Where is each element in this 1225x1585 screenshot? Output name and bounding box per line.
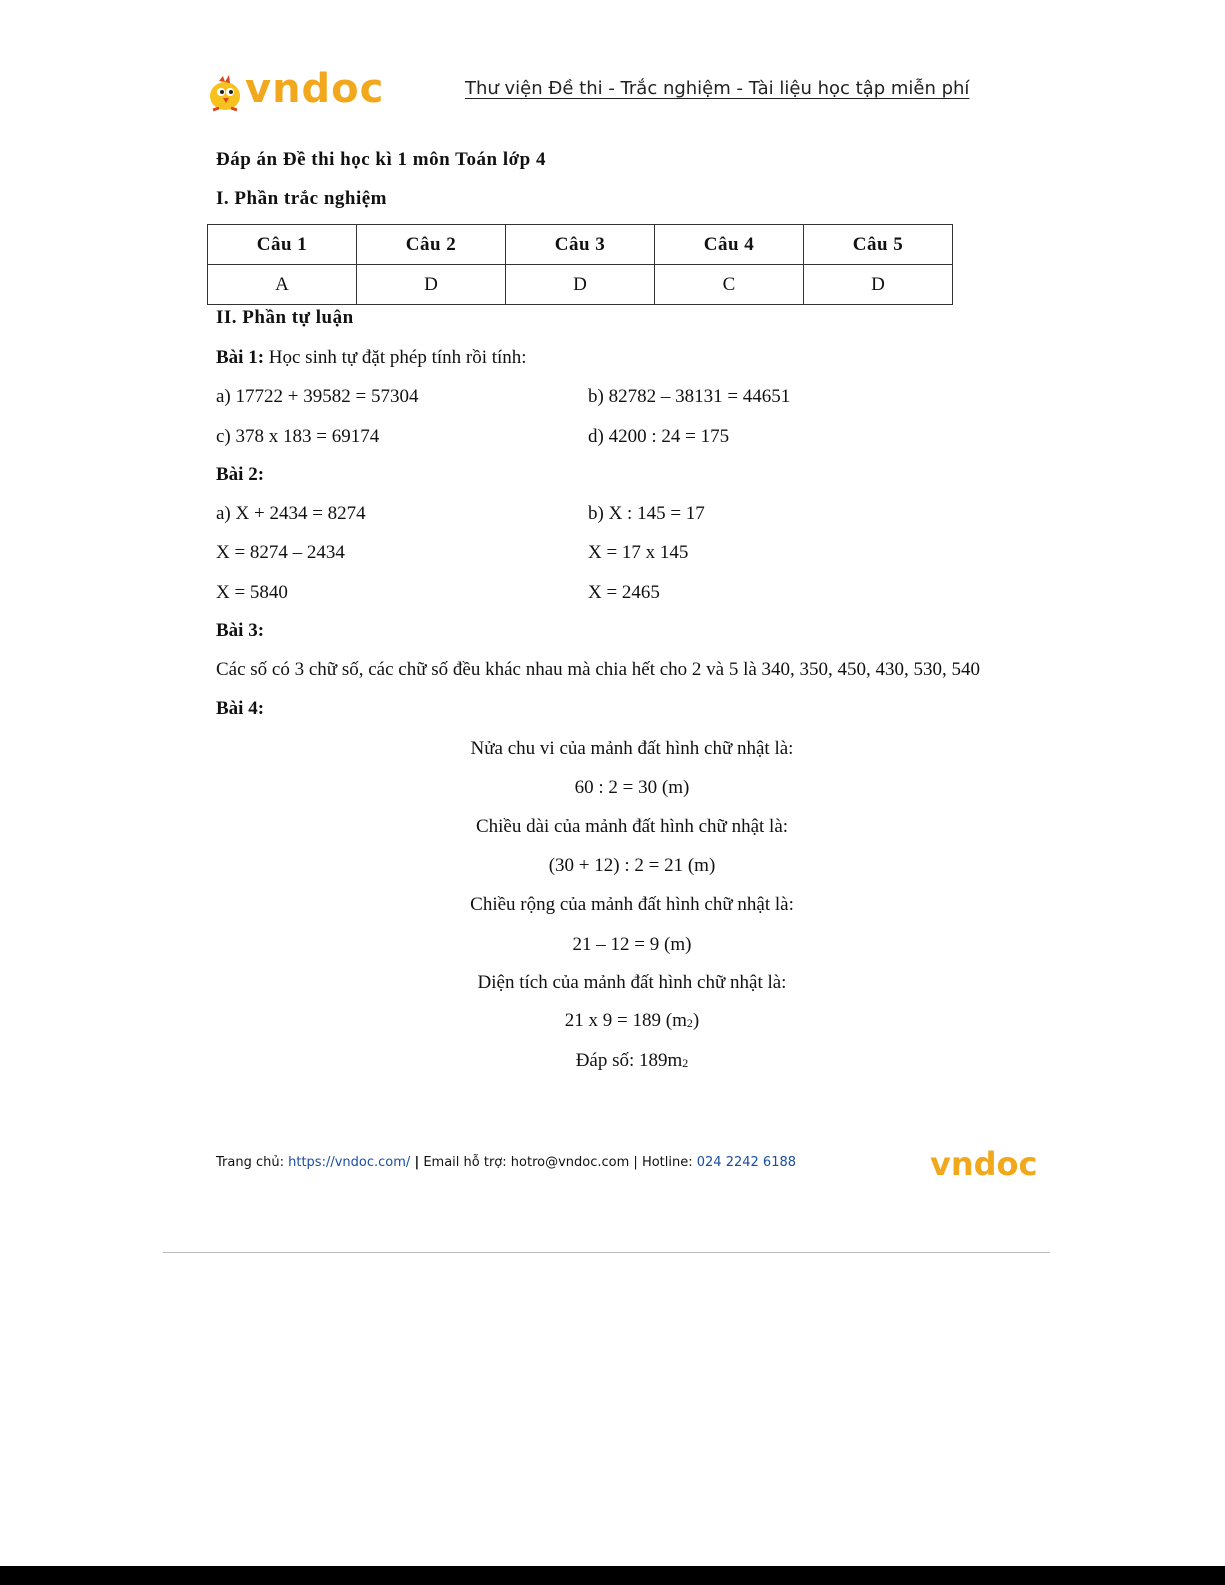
page-divider	[163, 1252, 1050, 1253]
bai1-d: d) 4200 : 24 = 175	[588, 426, 730, 447]
footer-sep: |	[633, 1155, 638, 1170]
table-cell: D	[506, 265, 655, 305]
bai4-label: Bài 4:	[216, 698, 265, 719]
answer-table	[207, 224, 953, 305]
table-cell: C	[655, 265, 804, 305]
footer-hotline-label: Hotline:	[641, 1155, 693, 1170]
footer-email-label: Email hỗ trợ:	[423, 1155, 507, 1170]
bai4-line-6: 21 – 12 = 9 (m)	[572, 934, 692, 955]
footer-home-label: Trang chủ:	[216, 1155, 284, 1170]
bai4-line-5: Chiều rộng của mảnh đất hình chữ nhật là:	[470, 894, 794, 915]
bai4-line-3: Chiều dài của mảnh đất hình chữ nhật là:	[475, 816, 789, 837]
bai2-left-3: X = 5840	[216, 582, 288, 603]
table-header-row	[208, 225, 953, 265]
table-header-cell: Câu 3	[506, 225, 655, 265]
table-header-cell: Câu 5	[804, 225, 953, 265]
bai2-right-2: X = 17 x 145	[588, 542, 689, 563]
bai1-c: c) 378 x 183 = 69174	[216, 426, 380, 447]
table-cell: A	[208, 265, 357, 305]
answer-sub: 2	[682, 1056, 689, 1070]
bai1-a: a) 17722 + 39582 = 57304	[216, 386, 419, 407]
table-cell: D	[357, 265, 506, 305]
bai1-text: Học sinh tự đặt phép tính rồi tính:	[268, 347, 527, 368]
bai4-answer-line	[0, 1050, 1225, 1072]
bai2-right-3: X = 2465	[588, 582, 660, 603]
bai1-label: Bài 1:	[216, 347, 265, 368]
bai3-label: Bài 3:	[216, 620, 265, 641]
table-header-cell: Câu 1	[208, 225, 357, 265]
page-title: Đáp án Đề thi học kì 1 môn Toán lớp 4	[216, 149, 546, 170]
bai1-line	[216, 347, 527, 369]
footer-home-link[interactable]: https://vndoc.com/	[288, 1155, 411, 1170]
bai2-left-1: a) X + 2434 = 8274	[216, 503, 366, 524]
bai2-left-2: X = 8274 – 2434	[216, 542, 345, 563]
bottom-bar	[0, 1566, 1225, 1585]
vndoc-logo	[205, 66, 385, 116]
footer-logo: vndoc	[930, 1145, 1038, 1183]
table-header-cell: Câu 4	[655, 225, 804, 265]
bai4-line-1: Nửa chu vi của mảnh đất hình chữ nhật là:	[470, 738, 794, 759]
bai4-line-7: Diện tích của mảnh đất hình chữ nhật là:	[477, 972, 787, 993]
footer-email[interactable]: hotro@vndoc.com	[510, 1155, 630, 1170]
table-header-cell: Câu 2	[357, 225, 506, 265]
area-unit-sub: 2	[686, 1016, 693, 1030]
header-tagline[interactable]: Thư viện Đề thi - Trắc nghiệm - Tài liệu học tập miễn phí	[465, 78, 970, 99]
footer-sep: |	[414, 1155, 420, 1170]
footer-contact	[216, 1155, 796, 1170]
table-row	[208, 265, 953, 305]
section1-heading: I. Phần trắc nghiệm	[216, 188, 387, 209]
bai4-line-2: 60 : 2 = 30 (m)	[574, 777, 690, 798]
answer-prefix: Đáp số: 189m	[575, 1050, 683, 1071]
area-prefix: 21 x 9 = 189 (m	[564, 1010, 687, 1031]
bai1-b: b) 82782 – 38131 = 44651	[588, 386, 791, 407]
bai2-label: Bài 2:	[216, 464, 265, 485]
bai2-right-1: b) X : 145 = 17	[588, 503, 705, 524]
chick-mascot-icon	[205, 72, 245, 114]
table-cell: D	[804, 265, 953, 305]
bai4-area-line	[0, 1010, 1225, 1032]
bai4-line-4: (30 + 12) : 2 = 21 (m)	[548, 855, 716, 876]
section2-heading: II. Phần tự luận	[216, 307, 354, 328]
logo-text: vndoc	[245, 66, 385, 112]
area-suffix: )	[692, 1010, 700, 1031]
footer-hotline[interactable]: 024 2242 6188	[696, 1155, 797, 1170]
bai3-text: Các số có 3 chữ số, các chữ số đều khác nhau mà chia hết cho 2 và 5 là 340, 350, 450, 430, 530, 540	[216, 659, 981, 680]
